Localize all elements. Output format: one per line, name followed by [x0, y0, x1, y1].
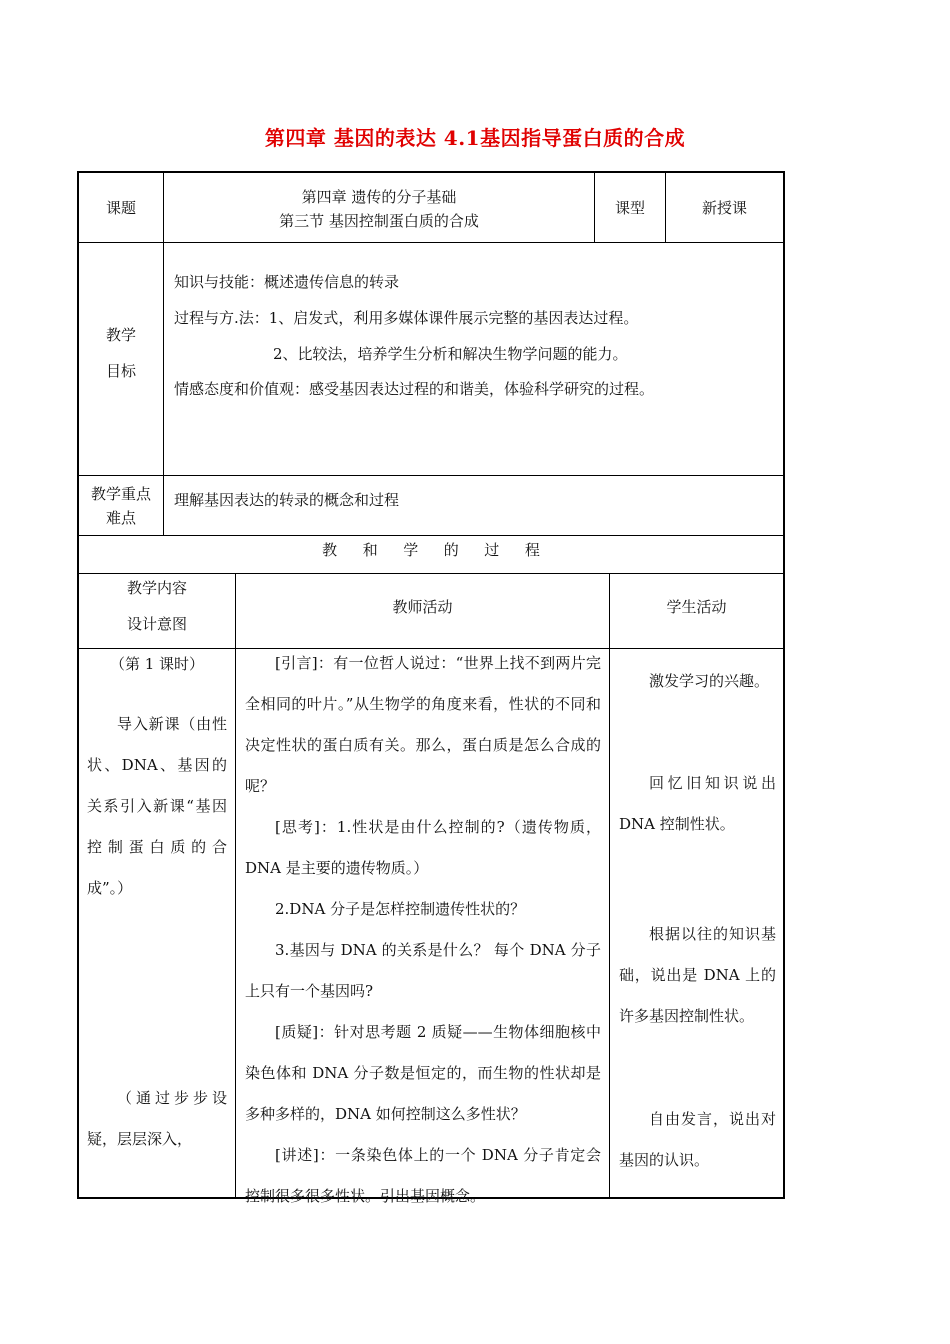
goal-knowledge: 知识与技能：概述遗传信息的转录 [174, 273, 400, 291]
topic-label: 课题 [105, 199, 136, 217]
teacher-think-1: [思考]：1.性状是由什么控制的?（遗传物质，DNA 是主要的遗传物质。） [245, 818, 601, 877]
goal-attitude: 情感态度和价值观：感受基因表达过程的和谐美，体验科学研究的过程。 [174, 380, 655, 398]
lesson-type-label: 课型 [614, 199, 645, 217]
teacher-think-3: 3.基因与 DNA 的关系是什么？ 每个 DNA 分子上只有一个基因吗? [245, 941, 601, 1000]
topic-title-line2: 第三节 基因控制蛋白质的合成 [279, 212, 479, 230]
col-content-header-2: 设计意图 [126, 615, 187, 633]
topic-title-line1: 第四章 遗传的分子基础 [301, 188, 457, 206]
row-divider [79, 535, 783, 536]
student-activity-3: 根据以往的知识基础，说出是 DNA 上的许多基因控制性状。 [619, 925, 776, 1025]
row-divider [79, 242, 783, 243]
keypoints-label-1: 教学重点 [90, 485, 151, 503]
keypoints-text: 理解基因表达的转录的概念和过程 [174, 491, 400, 509]
col-student-header: 学生活动 [666, 598, 727, 616]
keypoints-label-2: 难点 [105, 509, 136, 527]
goal-process: 过程与方.法：1、启发式，利用多媒体课件展示完整的基因表达过程。 [174, 309, 639, 327]
session-label: （第 1 课时） [109, 655, 205, 673]
teacher-explain: [讲述]：一条染色体上的一个 DNA 分子肯定会控制很多很多性状。引出基因概念。 [245, 1146, 601, 1205]
row-divider [79, 475, 783, 476]
col-content-header-1: 教学内容 [126, 579, 187, 597]
student-activity-2: 回忆旧知识说出 DNA 控制性状。 [619, 774, 776, 833]
teacher-intro: [引言]：有一位哲人说过：“世界上找不到两片完全相同的叶片。”从生物学的角度来看，性状的不同和决定性状的蛋白质有关。那么，蛋白质是怎么合成的呢？ [245, 654, 601, 795]
col-divider [609, 573, 610, 1199]
row-divider [79, 573, 783, 574]
design-note: （通过步步设疑，层层深入， [87, 1089, 227, 1148]
process-header: 教 和 学 的 过 程 [322, 541, 540, 559]
intro-text: 导入新课（由性状、DNA、基因的关系引入新课“基因控制蛋白质的合成”。） [87, 715, 227, 897]
teacher-question: [质疑]：针对思考题 2 质疑——生物体细胞核中染色体和 DNA 分子数是恒定的，而生物的性状却是多种多样的，DNA 如何控制这么多性状？ [245, 1023, 601, 1123]
document-title: 第四章 基因的表达 4.1基因指导蛋白质的合成 [264, 126, 686, 150]
teacher-activity [245, 643, 601, 1217]
student-activity-4: 自由发言，说出对基因的认识。 [619, 1110, 776, 1169]
student-activity-1: 激发学习的兴趣。 [649, 672, 770, 690]
lesson-plan-table [77, 171, 785, 1205]
col-divider [235, 573, 236, 1199]
teacher-think-2: 2.DNA 分子是怎样控制遗传性状的？ [275, 900, 526, 918]
goal-process-2: 2、比较法，培养学生分析和解决生物学问题的能力。 [273, 345, 628, 363]
col-teacher-header: 教师活动 [392, 598, 453, 616]
lesson-type-value: 新授课 [701, 199, 747, 217]
goals-label-2: 目标 [105, 362, 136, 380]
goals-label-1: 教学 [105, 326, 136, 344]
